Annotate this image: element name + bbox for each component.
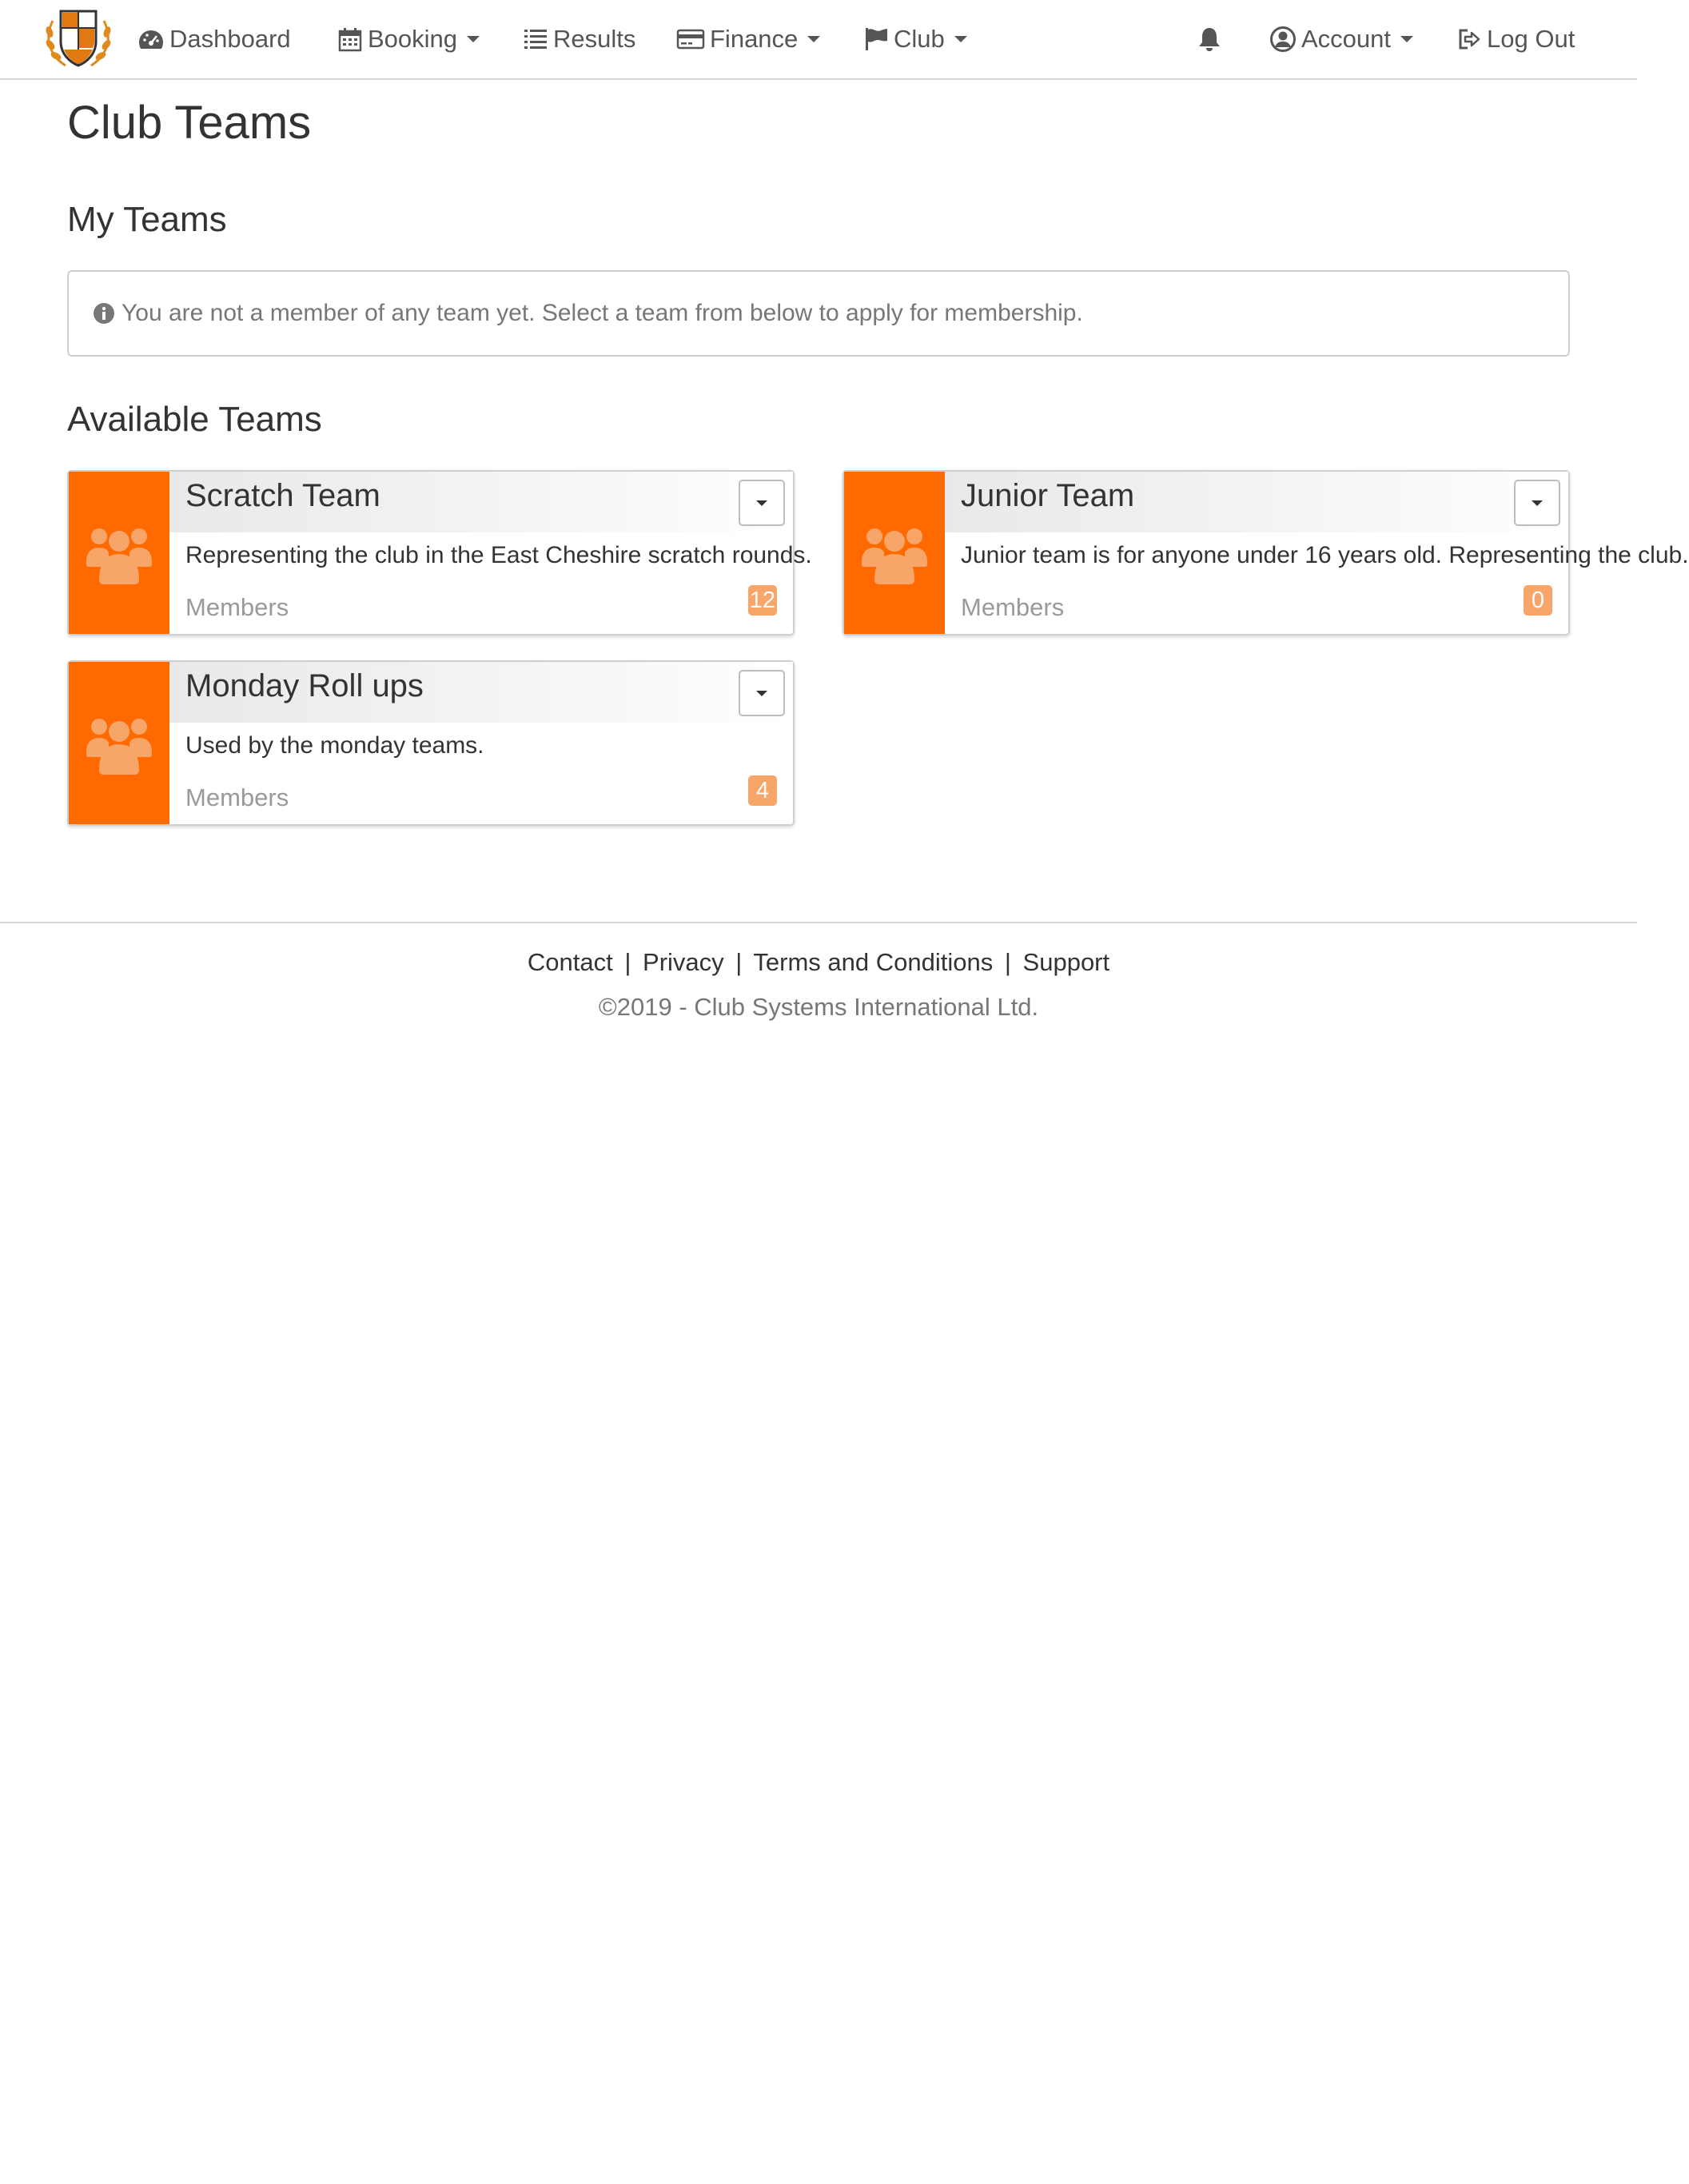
team-icon-panel	[69, 472, 169, 634]
group-icon	[83, 517, 155, 588]
nav-results-label: Results	[553, 25, 636, 53]
team-members-label: Members	[961, 593, 1065, 621]
caret-down-icon	[1532, 500, 1543, 506]
club-crest-logo[interactable]	[42, 5, 115, 70]
credit-card-icon	[676, 28, 705, 50]
logout-link[interactable]	[1456, 0, 1575, 78]
user-circle-icon	[1269, 26, 1297, 53]
top-navbar	[0, 0, 1637, 80]
nav-booking[interactable]	[337, 0, 480, 78]
footer-separator: |	[1004, 948, 1011, 976]
team-description: Representing the club in the East Cheshire scratch rounds.	[185, 542, 812, 568]
footer-terms-link[interactable]: Terms and Conditions	[753, 948, 994, 976]
logout-label: Log Out	[1487, 25, 1575, 53]
team-members-label: Members	[185, 783, 289, 811]
flag-icon	[863, 26, 889, 52]
caret-down-icon	[807, 36, 820, 42]
team-options-dropdown[interactable]	[739, 670, 785, 716]
nav-results[interactable]	[523, 0, 635, 78]
calendar-icon	[337, 26, 363, 52]
bell-icon	[1196, 26, 1223, 53]
caret-down-icon	[1400, 36, 1413, 42]
footer-links	[0, 948, 1637, 977]
team-name: Junior Team	[961, 478, 1135, 513]
team-card-monday-roll-ups[interactable]	[67, 660, 795, 826]
nav-club-label: Club	[894, 25, 945, 53]
nav-dashboard[interactable]	[137, 0, 291, 78]
team-options-dropdown[interactable]	[1514, 480, 1560, 526]
members-count-badge: 4	[748, 775, 777, 806]
team-description: Junior team is for anyone under 16 years old. Representing the club.	[961, 542, 1689, 568]
nav-booking-label: Booking	[368, 25, 458, 53]
members-count-badge: 12	[748, 585, 777, 616]
team-description: Used by the monday teams.	[185, 732, 484, 759]
team-header	[945, 472, 1568, 532]
group-icon	[858, 517, 930, 588]
available-teams-heading: Available Teams	[67, 400, 322, 439]
footer-contact-link[interactable]: Contact	[527, 948, 613, 976]
page-title: Club Teams	[67, 97, 312, 149]
notifications-button[interactable]	[1196, 0, 1228, 78]
team-icon-panel	[844, 472, 945, 634]
caret-down-icon	[954, 36, 967, 42]
nav-account[interactable]	[1269, 0, 1413, 78]
footer-support-link[interactable]: Support	[1022, 948, 1110, 976]
footer-copyright: ©2019 - Club Systems International Ltd.	[598, 993, 1039, 1021]
caret-down-icon	[756, 691, 767, 696]
footer-divider	[0, 922, 1637, 923]
nav-finance-label: Finance	[710, 25, 799, 53]
footer-privacy-link[interactable]: Privacy	[643, 948, 724, 976]
caret-down-icon	[467, 36, 480, 42]
nav-dashboard-label: Dashboard	[169, 25, 291, 53]
no-team-notice-text: You are not a member of any team yet. Select a team from below to apply for membership.	[121, 300, 1083, 326]
team-options-dropdown[interactable]	[739, 480, 785, 526]
footer-separator: |	[624, 948, 631, 976]
dashboard-icon	[137, 27, 165, 51]
nav-account-label: Account	[1301, 25, 1392, 53]
group-icon	[83, 707, 155, 779]
team-name: Monday Roll ups	[185, 668, 424, 703]
team-icon-panel	[69, 662, 169, 824]
team-header	[169, 472, 793, 532]
my-teams-heading: My Teams	[67, 200, 227, 239]
team-name: Scratch Team	[185, 478, 380, 513]
list-icon	[523, 27, 548, 51]
footer-separator: |	[735, 948, 743, 976]
team-card-junior[interactable]	[843, 470, 1689, 636]
team-header	[169, 662, 793, 723]
team-card-scratch[interactable]	[67, 470, 812, 636]
info-circle-icon	[93, 302, 115, 325]
nav-finance[interactable]	[676, 0, 820, 78]
sign-out-icon	[1456, 26, 1482, 52]
members-count-badge: 0	[1524, 585, 1552, 616]
team-members-label: Members	[185, 593, 289, 621]
nav-club[interactable]	[863, 0, 967, 78]
caret-down-icon	[756, 500, 767, 506]
no-team-notice	[67, 270, 1570, 357]
